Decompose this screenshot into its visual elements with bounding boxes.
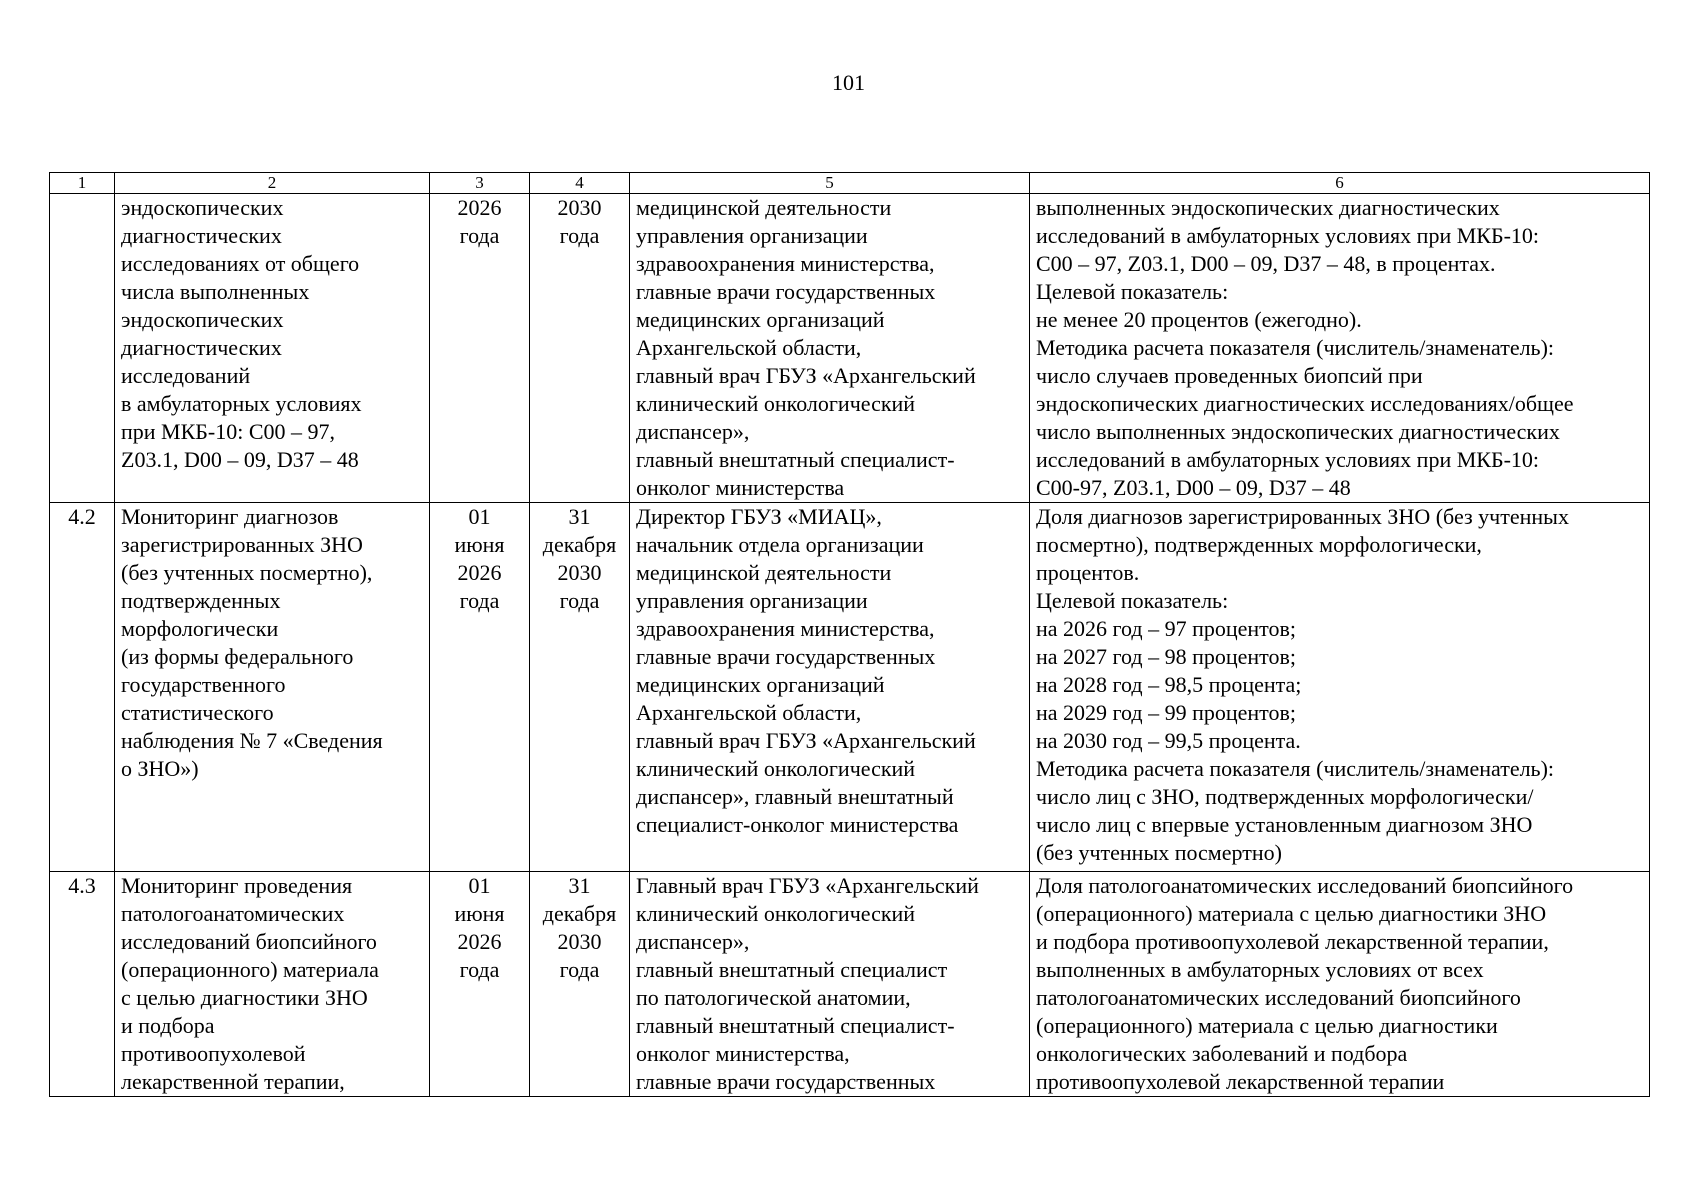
- task-cell: эндоскопических диагностических исследованиях от общего числа выполненных эндоскопических диагностических исследований в амбулаторных условиях при МКБ-10: С00 – 97, Z03.1, D00 – 09, D37 – 48: [115, 194, 430, 503]
- start-date-cell: 01 июня 2026 года: [430, 872, 530, 1097]
- indicator-cell: выполненных эндоскопических диагностических исследований в амбулаторных условиях при МКБ-10: С00 – 97, Z03.1, D00 – 09, D37 – 48, в процентах. Целевой показатель: не менее 20 процентов (ежегодно). Методика расчета показателя (числитель/знаменатель): число случаев проведенных биопсий при эндоскопических диагностических исследованиях/общее число выполненных эндоскопических диагностических исследований в амбулаторных условиях при МКБ-10: С00-97, Z03.1, D00 – 09, D37 – 48: [1030, 194, 1650, 503]
- start-date-cell: 01 июня 2026 года: [430, 503, 530, 872]
- table-row: [50, 503, 1650, 872]
- end-date-cell: 31 декабря 2030 года: [530, 872, 630, 1097]
- row-number: 4.2: [50, 503, 115, 872]
- column-number-3: 3: [430, 173, 530, 194]
- measures-table: [49, 172, 1650, 1097]
- responsible-cell: Главный врач ГБУЗ «Архангельский клинический онкологический диспансер», главный внештатный специалист по патологической анатомии, главный внештатный специалист- онколог министерства, главные врачи государственных: [630, 872, 1030, 1097]
- start-date-cell: 2026 года: [430, 194, 530, 503]
- responsible-cell: медицинской деятельности управления организации здравоохранения министерства, главные врачи государственных медицинских организаций Архангельской области, главный врач ГБУЗ «Архангельский клинический онкологический диспансер», главный внештатный специалист- онколог министерства: [630, 194, 1030, 503]
- task-cell: Мониторинг диагнозов зарегистрированных ЗНО (без учтенных посмертно), подтвержденных морфологически (из формы федерального государственного статистического наблюдения № 7 «Сведения о ЗНО»): [115, 503, 430, 872]
- table-row: [50, 194, 1650, 503]
- column-number-6: 6: [1030, 173, 1650, 194]
- column-number-4: 4: [530, 173, 630, 194]
- end-date-cell: 31 декабря 2030 года: [530, 503, 630, 872]
- column-number-1: 1: [50, 173, 115, 194]
- table-header-row: [50, 173, 1650, 194]
- page-number: 101: [832, 70, 865, 95]
- responsible-cell: Директор ГБУЗ «МИАЦ», начальник отдела организации медицинской деятельности управления организации здравоохранения министерства, главные врачи государственных медицинских организаций Архангельской области, главный врач ГБУЗ «Архангельский клинический онкологический диспансер», главный внештатный специалист-онколог министерства: [630, 503, 1030, 872]
- row-number: 4.3: [50, 872, 115, 1097]
- indicator-cell: Доля диагнозов зарегистрированных ЗНО (без учтенных посмертно), подтвержденных морфологически, процентов. Целевой показатель: на 2026 год – 97 процентов; на 2027 год – 98 процентов; на 2028 год – 98,5 процента; на 2029 год – 99 процентов; на 2030 год – 99,5 процента. Методика расчета показателя (числитель/знаменатель): число лиц с ЗНО, подтвержденных морфологически/ число лиц с впервые установленным диагнозом ЗНО (без учтенных посмертно): [1030, 503, 1650, 872]
- row-number: [50, 194, 115, 503]
- end-date-cell: 2030 года: [530, 194, 630, 503]
- column-number-5: 5: [630, 173, 1030, 194]
- table-row: [50, 872, 1650, 1097]
- indicator-cell: Доля патологоанатомических исследований биопсийного (операционного) материала с целью диагностики ЗНО и подбора противоопухолевой лекарственной терапии, выполненных в амбулаторных условиях от всех патологоанатомических исследований биопсийного (операционного) материала с целью диагностики онкологических заболеваний и подбора противоопухолевой лекарственной терапии: [1030, 872, 1650, 1097]
- column-number-2: 2: [115, 173, 430, 194]
- task-cell: Мониторинг проведения патологоанатомических исследований биопсийного (операционного) материала с целью диагностики ЗНО и подбора противоопухолевой лекарственной терапии,: [115, 872, 430, 1097]
